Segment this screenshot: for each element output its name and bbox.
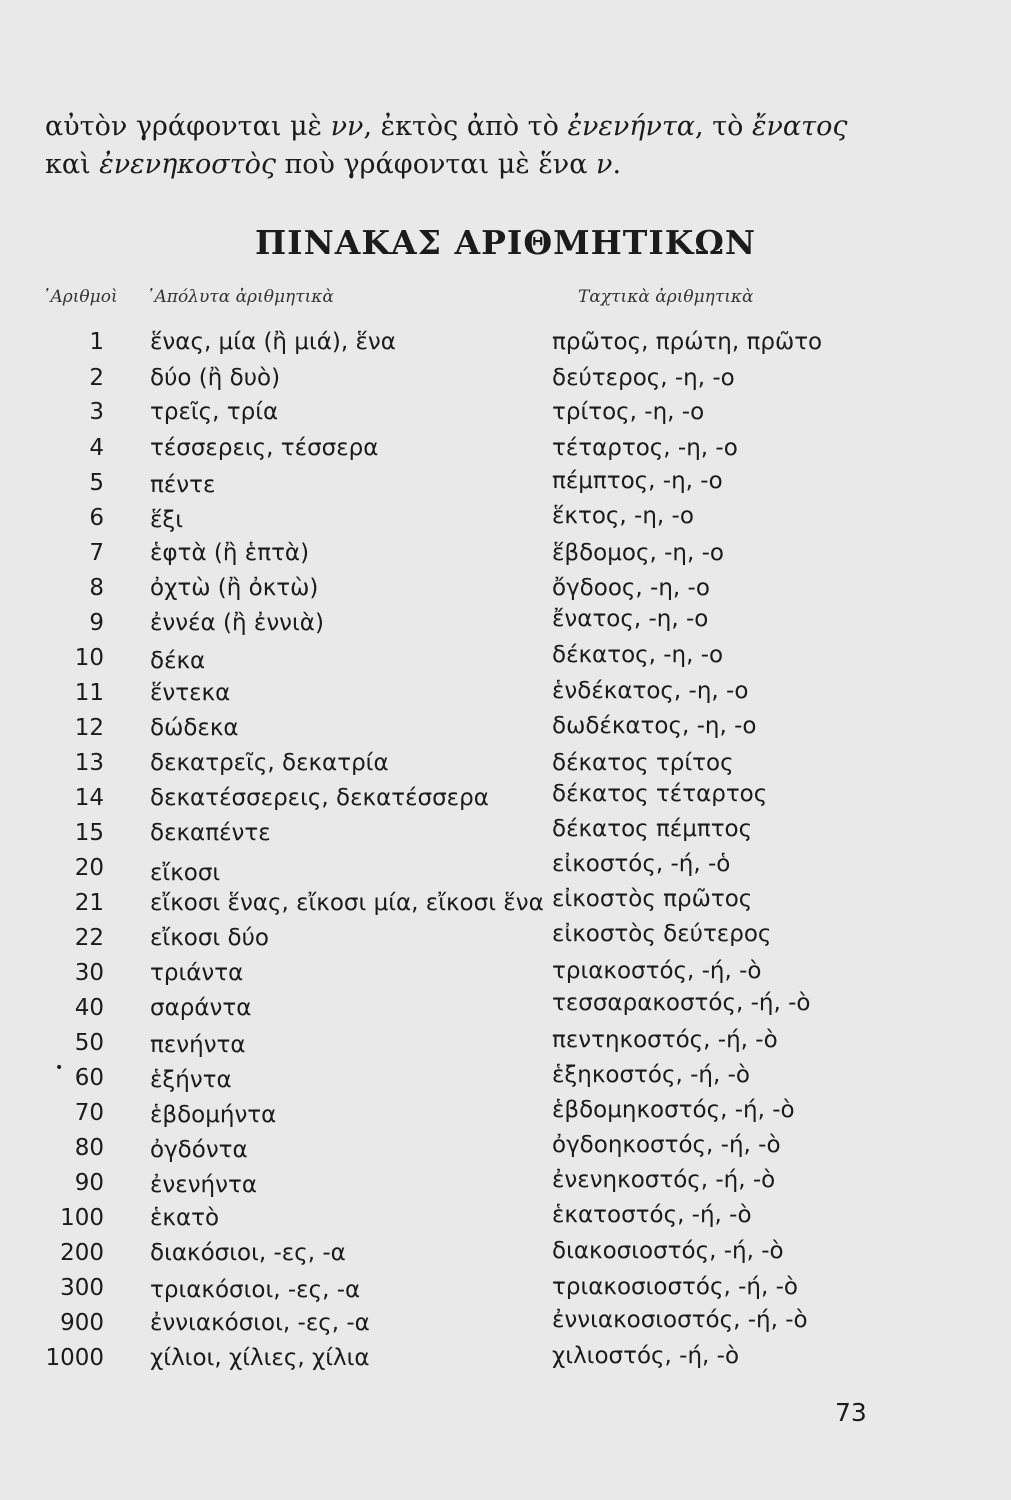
cardinal-cell: ἐννιακόσιοι, -ες, -α (150, 1310, 370, 1336)
intro-text: , τὸ (695, 111, 752, 142)
cardinal-cell: δεκαπέντε (150, 820, 271, 846)
cardinal-cell: ἕντεκα (150, 680, 231, 706)
margin-dot: • (55, 1060, 64, 1076)
numeral-cell: 7 (89, 540, 104, 566)
cardinal-cell: δεκατρεῖς, δεκατρία (150, 750, 389, 776)
cardinal-cell: ἕξι (150, 507, 184, 533)
cardinal-cell: ἑξήντα (150, 1067, 232, 1093)
cardinal-cell: δέκα (150, 648, 206, 674)
ordinal-cell: ὀγδοηκοστός, -ή, -ὸ (552, 1132, 781, 1158)
ordinal-cell: πρῶτος, πρώτη, πρῶτο (552, 329, 823, 355)
ordinal-cell: τριακοσιοστός, -ή, -ὸ (552, 1274, 798, 1300)
ordinal-cell: δέκατος τρίτος (552, 750, 734, 776)
cardinal-cell: δώδεκα (150, 715, 239, 741)
intro-paragraph (45, 108, 885, 184)
numeral-cell: 14 (74, 785, 104, 811)
numeral-cell: 60 (74, 1065, 104, 1091)
table-title: ΠΙΝΑΚΑΣ ΑΡΙΘΜΗΤΙΚΩΝ (255, 223, 756, 262)
numeral-cell: 15 (74, 820, 104, 846)
cardinal-cell: ἕνας, μία (ἢ μιά), ἕνα (150, 329, 396, 355)
ordinal-cell: ἑβδομηκοστός, -ή, -ὸ (552, 1097, 795, 1123)
intro-text: . (612, 149, 622, 180)
numeral-cell: 30 (74, 960, 104, 986)
numeral-cell: 4 (89, 435, 104, 461)
intro-italic: ν (596, 149, 613, 180)
intro-text: , ἐκτὸς ἀπὸ τὸ (363, 111, 568, 142)
cardinal-cell: πενήντα (150, 1032, 246, 1058)
column-header-cardinals: ᾿Απόλυτα ἀριθμητικὰ (146, 287, 334, 307)
ordinal-cell: εἰκοστός, -ή, -ὁ (552, 851, 731, 877)
intro-text: ποὺ γράφονται μὲ ἕνα (275, 149, 597, 180)
numeral-cell: 3 (89, 399, 104, 425)
cardinal-cell: πέντε (150, 472, 216, 498)
numeral-cell: 20 (74, 855, 104, 881)
cardinal-cell: ὀχτὼ (ἢ ὀκτὼ) (150, 575, 319, 601)
numeral-cell: 13 (74, 750, 104, 776)
cardinal-cell: ἑβδομήντα (150, 1102, 277, 1128)
cardinal-cell: ἑφτὰ (ἢ ἑπτὰ) (150, 540, 310, 566)
cardinal-cell: ἐννέα (ἢ ἐννιὰ) (150, 610, 324, 636)
numeral-cell: 40 (74, 995, 104, 1021)
intro-italic: ἐνενήντα (567, 111, 696, 142)
ordinal-cell: τέταρτος, -η, -ο (552, 435, 738, 461)
cardinal-cell: εἴκοσι δύο (150, 925, 269, 951)
cardinal-cell: ὀγδόντα (150, 1137, 248, 1163)
cardinal-cell: τριακόσιοι, -ες, -α (150, 1277, 361, 1303)
numeral-cell: 50 (74, 1030, 104, 1056)
ordinal-cell: τεσσαρακοστός, -ή, -ὸ (552, 990, 811, 1016)
cardinal-cell: διακόσιοι, -ες, -α (150, 1240, 346, 1266)
numeral-cell: 10 (74, 645, 104, 671)
numeral-cell: 100 (60, 1205, 104, 1231)
cardinal-cell: εἴκοσι ἕνας, εἴκοσι μία, εἴκοσι ἕνα (150, 890, 544, 916)
numeral-cell: 300 (60, 1275, 104, 1301)
ordinal-cell: ἐννιακοσιοστός, -ή, -ὸ (552, 1307, 808, 1333)
numeral-cell: 22 (74, 925, 104, 951)
numeral-cell: 12 (74, 715, 104, 741)
ordinal-cell: δέκατος, -η, -ο (552, 642, 724, 668)
ordinal-cell: πεντηκοστός, -ή, -ὸ (552, 1027, 778, 1053)
column-header-numerals: ᾿Αριθμοὶ (42, 287, 118, 307)
ordinal-cell: τριακοστός, -ή, -ὸ (552, 958, 762, 984)
ordinal-cell: ὄγδοος, -η, -ο (552, 575, 710, 601)
numeral-cell: 5 (89, 470, 104, 496)
ordinal-cell: δέκατος τέταρτος (552, 781, 768, 807)
cardinal-cell: τρεῖς, τρία (150, 399, 279, 425)
intro-text: αὐτὸν γράφονται μὲ (45, 111, 331, 142)
page-number: 73 (835, 1398, 867, 1427)
cardinal-cell: δεκατέσσερεις, δεκατέσσερα (150, 785, 489, 811)
ordinal-cell: ἕκτος, -η, -ο (552, 503, 694, 529)
numeral-cell: 70 (74, 1100, 104, 1126)
ordinal-cell: ἑξηκοστός, -ή, -ὸ (552, 1062, 750, 1088)
numeral-cell: 8 (89, 575, 104, 601)
numeral-cell: 6 (89, 505, 104, 531)
ordinal-cell: δέκατος πέμπτος (552, 816, 753, 842)
cardinal-cell: δύο (ἢ δυὸ) (150, 365, 281, 391)
ordinal-cell: ἕβδομος, -η, -ο (552, 540, 724, 566)
ordinal-cell: ἑκατοστός, -ή, -ὸ (552, 1202, 752, 1228)
cardinal-cell: τέσσερεις, τέσσερα (150, 435, 379, 461)
intro-italic: ἐνενηκοστὸς (99, 149, 276, 180)
ordinal-cell: εἰκοστὸς πρῶτος (552, 886, 753, 912)
numeral-cell: 200 (60, 1240, 104, 1266)
intro-text: καὶ (45, 149, 100, 180)
ordinal-cell: ἐνενηκοστός, -ή, -ὸ (552, 1167, 776, 1193)
intro-italic: ἔνατος (752, 111, 848, 142)
cardinal-cell: χίλιοι, χίλιες, χίλια (150, 1345, 370, 1371)
cardinal-cell: ἑκατὸ (150, 1205, 220, 1231)
intro-italic: νν (330, 111, 364, 142)
numeral-cell: 9 (89, 610, 104, 636)
ordinal-cell: εἰκοστὸς δεύτερος (552, 921, 772, 947)
ordinal-cell: δεύτερος, -η, -ο (552, 365, 735, 391)
numeral-cell: 11 (74, 680, 104, 706)
ordinal-cell: ἔνατος, -η, -ο (552, 606, 709, 632)
ordinal-cell: πέμπτος, -η, -ο (552, 468, 723, 494)
cardinal-cell: εἴκοσι (150, 860, 221, 886)
ordinal-cell: ἑνδέκατος, -η, -ο (552, 678, 749, 704)
numeral-cell: 2 (89, 365, 104, 391)
cardinal-cell: σαράντα (150, 995, 252, 1021)
ordinal-cell: χιλιοστός, -ή, -ὸ (552, 1343, 740, 1369)
numeral-cell: 80 (74, 1135, 104, 1161)
numeral-cell: 1000 (45, 1345, 104, 1371)
ordinal-cell: τρίτος, -η, -ο (552, 399, 705, 425)
cardinal-cell: ἐνενήντα (150, 1172, 257, 1198)
numeral-cell: 21 (74, 890, 104, 916)
cardinal-cell: τριάντα (150, 960, 244, 986)
numeral-cell: 1 (89, 329, 104, 355)
numeral-cell: 900 (60, 1310, 104, 1336)
numeral-cell: 90 (74, 1170, 104, 1196)
ordinal-cell: δωδέκατος, -η, -ο (552, 713, 757, 739)
ordinal-cell: διακοσιοστός, -ή, -ὸ (552, 1238, 784, 1264)
column-header-ordinals: Ταχτικὰ ἀριθμητικὰ (578, 287, 754, 307)
